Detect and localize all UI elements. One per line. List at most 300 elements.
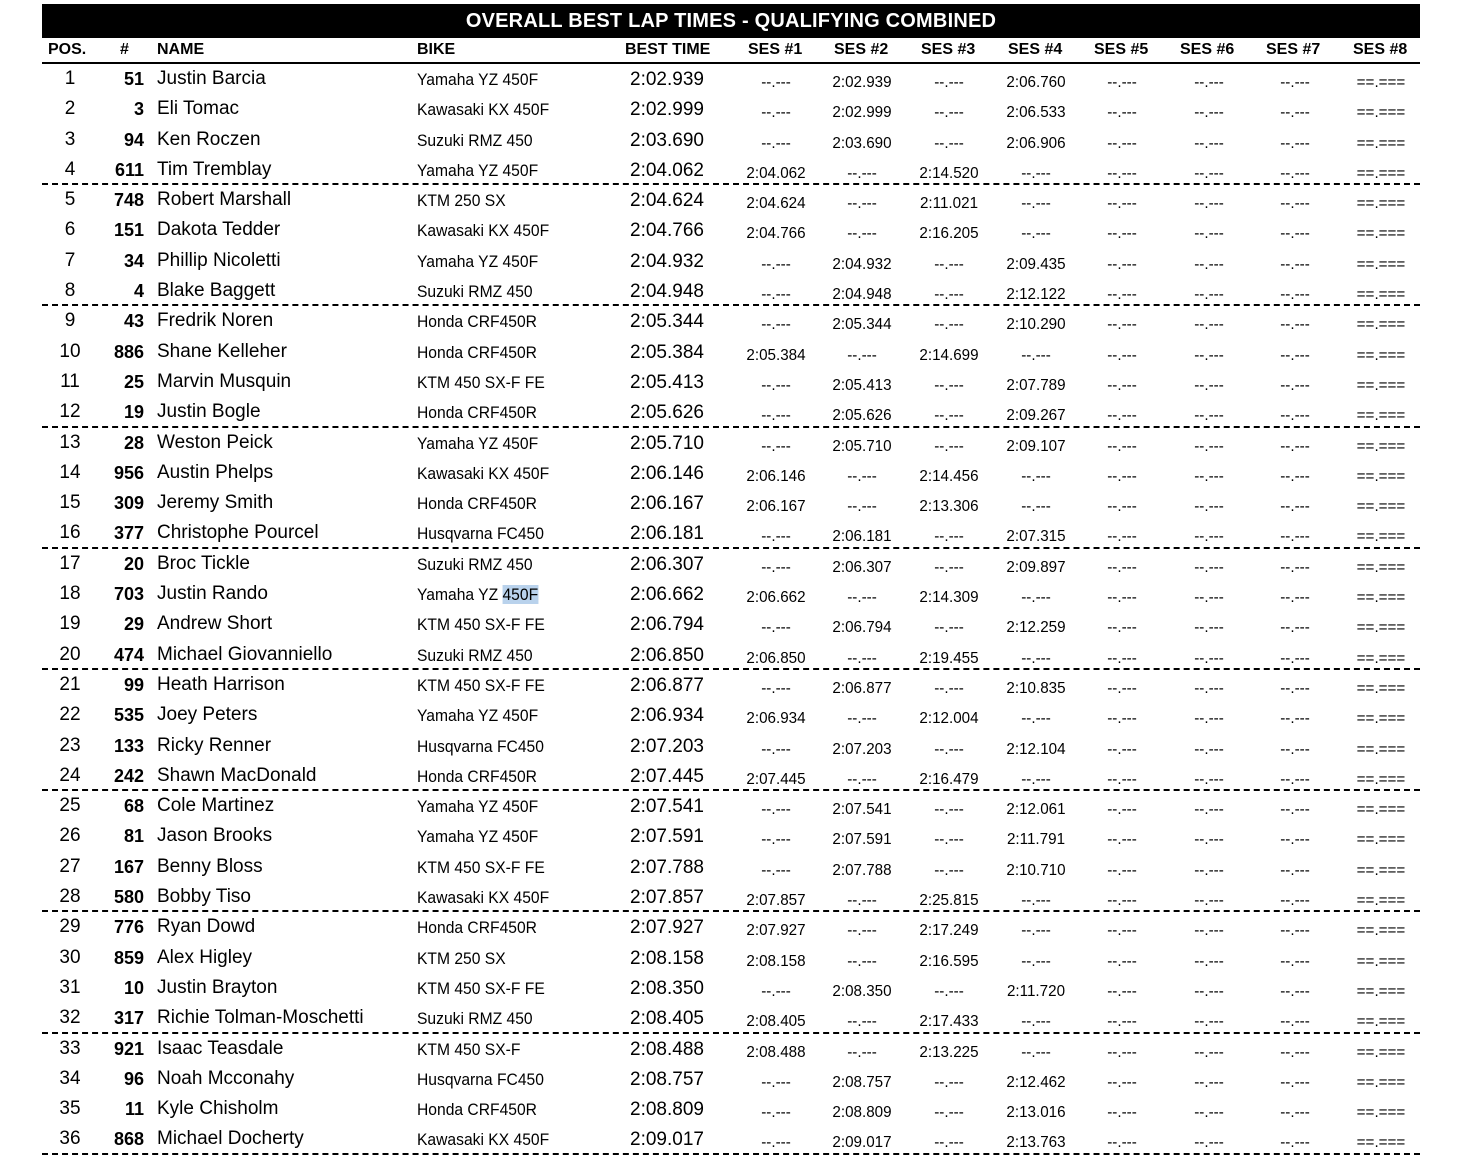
position-cell: 1: [64, 68, 76, 89]
ses-8-cell: ==.===: [1356, 710, 1406, 728]
position-cell: 11: [60, 370, 80, 392]
ses-6-cell: --.---: [1194, 195, 1224, 213]
ses-6-cell: --.---: [1194, 164, 1224, 182]
rider-number-cell: 859: [113, 947, 144, 968]
ses-3-cell: 2:16.595: [919, 952, 979, 970]
rider-number-cell: 34: [123, 250, 144, 271]
ses-3-cell: 2:14.309: [919, 589, 979, 607]
ses-4-cell: 2:12.462: [1006, 1073, 1066, 1091]
table-row: [42, 791, 1420, 821]
position-cell: 18: [59, 583, 81, 605]
position-cell: 24: [59, 764, 81, 786]
rider-number-cell: 535: [113, 705, 144, 726]
ses-5-cell: --.---: [1107, 710, 1137, 728]
table-row: [42, 579, 1420, 609]
ses-1-cell: --.---: [761, 558, 791, 576]
ses-5-cell: --.---: [1107, 649, 1137, 667]
table-row: [42, 821, 1420, 851]
col-header-ses-6: SES #6: [1180, 41, 1235, 58]
ses-6-cell: --.---: [1194, 1073, 1224, 1091]
bike-cell: [417, 100, 549, 120]
ses-1-cell: --.---: [761, 528, 791, 546]
ses-4-cell: 2:12.122: [1006, 286, 1066, 304]
ses-1-cell: 2:08.488: [746, 1043, 806, 1061]
ses-7-cell: --.---: [1280, 619, 1310, 637]
ses-8-cell: ==.===: [1356, 952, 1406, 970]
ses-4-cell: --.---: [1021, 225, 1051, 243]
ses-2-cell: 2:04.932: [832, 255, 892, 273]
bike-cell: [417, 737, 544, 757]
bike-cell: [417, 312, 537, 332]
rider-name-cell: Joey Peters: [157, 704, 258, 726]
rider-number-cell: 611: [114, 159, 144, 180]
table-row: [42, 882, 1420, 912]
bike-text: Honda CRF450R: [417, 918, 537, 938]
bike-text: Yamaha YZ 450F: [417, 70, 539, 89]
bike-text: Honda CRF450R: [417, 1100, 537, 1120]
rider-name-cell: Benny Bloss: [157, 855, 263, 877]
table-row: [42, 458, 1420, 488]
ses-8-cell: ==.===: [1356, 831, 1406, 849]
ses-4-cell: 2:13.016: [1006, 1104, 1066, 1122]
position-cell: 20: [59, 643, 81, 665]
ses-8-cell: ==.===: [1356, 467, 1406, 485]
ses-5-cell: --.---: [1107, 437, 1137, 455]
bike-cell: [417, 615, 545, 635]
rider-number-cell: 474: [113, 644, 144, 665]
ses-3-cell: 2:16.479: [919, 770, 979, 788]
ses-1-cell: 2:07.927: [746, 922, 806, 940]
col-header-ses-1: SES #1: [748, 41, 803, 58]
ses-2-cell: 2:08.350: [832, 982, 892, 1000]
ses-8-cell: ==.===: [1356, 649, 1406, 667]
rider-number-cell: 703: [113, 584, 144, 605]
ses-4-cell: --.---: [1021, 195, 1051, 213]
ses-3-cell: --.---: [934, 679, 964, 697]
bike-cell: [417, 434, 538, 454]
ses-3-cell: --.---: [934, 286, 964, 304]
rider-number-cell: 956: [113, 462, 144, 483]
ses-2-cell: 2:09.017: [832, 1134, 892, 1152]
ses-3-cell: 2:11.021: [919, 195, 979, 213]
ses-8-cell: ==.===: [1356, 407, 1406, 425]
ses-6-cell: --.---: [1194, 619, 1224, 637]
bike-text: Kawasaki KX 450F: [417, 888, 550, 908]
ses-2-cell: --.---: [847, 922, 877, 940]
position-cell: 19: [59, 613, 81, 635]
ses-7-cell: --.---: [1280, 104, 1310, 122]
ses-1-cell: --.---: [761, 407, 791, 425]
ses-2-cell: 2:02.939: [832, 74, 892, 91]
best-time-cell: 2:07.541: [630, 796, 704, 818]
ses-5-cell: --.---: [1107, 1104, 1137, 1122]
position-cell: 9: [64, 310, 76, 332]
rider-number-cell: 167: [113, 856, 144, 877]
ses-7-cell: --.---: [1280, 134, 1310, 152]
ses-3-cell: --.---: [934, 316, 964, 334]
ses-7-cell: --.---: [1280, 286, 1310, 304]
ses-2-cell: 2:07.541: [832, 801, 892, 819]
ses-5-cell: --.---: [1107, 225, 1137, 243]
ses-6-cell: --.---: [1194, 134, 1224, 152]
bike-cell: [417, 1070, 544, 1090]
ses-4-cell: 2:10.710: [1006, 861, 1066, 879]
rider-number-cell: 3: [133, 99, 144, 120]
bike-cell: [417, 555, 533, 575]
best-time-cell: 2:05.626: [630, 402, 704, 424]
ses-6-cell: --.---: [1194, 740, 1224, 758]
rider-name-cell: Kyle Chisholm: [157, 1098, 279, 1120]
ses-6-cell: --.---: [1194, 892, 1224, 910]
rider-name-cell: Jeremy Smith: [157, 492, 274, 514]
bike-cell: [417, 979, 545, 999]
best-time-cell: 2:07.788: [630, 856, 704, 878]
ses-3-cell: --.---: [934, 831, 964, 849]
rider-name-cell: Phillip Nicoletti: [157, 249, 281, 271]
table-row: [42, 973, 1420, 1003]
ses-4-cell: 2:09.435: [1006, 255, 1066, 273]
bike-cell: [417, 464, 549, 484]
table-row: [42, 700, 1420, 730]
ses-6-cell: --.---: [1194, 982, 1224, 1000]
position-cell: 23: [59, 734, 81, 756]
bike-text: KTM 250 SX: [417, 948, 506, 968]
ses-5-cell: --.---: [1107, 528, 1137, 546]
table-row: [42, 1124, 1420, 1154]
ses-1-cell: 2:04.624: [746, 195, 806, 213]
ses-7-cell: --.---: [1280, 195, 1310, 213]
rider-name-cell: Shane Kelleher: [157, 340, 287, 362]
best-time-cell: 2:02.999: [630, 99, 704, 121]
ses-8-cell: ==.===: [1356, 195, 1406, 213]
ses-8-cell: ==.===: [1356, 104, 1406, 122]
bike-cell: [417, 373, 545, 393]
results-sheet: [42, 4, 1420, 1155]
ses-1-cell: --.---: [761, 376, 791, 394]
best-time-cell: 2:09.017: [630, 1129, 704, 1151]
col-header-ses-5: SES #5: [1094, 41, 1149, 58]
ses-5-cell: --.---: [1107, 467, 1137, 485]
position-cell: 22: [59, 704, 81, 726]
ses-1-cell: --.---: [761, 740, 791, 758]
bike-cell: [417, 70, 538, 90]
table-row: [42, 549, 1420, 579]
position-cell: 27: [59, 855, 81, 877]
ses-1-cell: --.---: [761, 286, 791, 304]
ses-7-cell: --.---: [1280, 589, 1310, 607]
ses-8-cell: ==.===: [1356, 982, 1406, 1000]
bike-text: KTM 250 SX: [417, 191, 506, 211]
ses-5-cell: --.---: [1107, 558, 1137, 576]
ses-5-cell: --.---: [1107, 195, 1137, 213]
ses-8-cell: ==.===: [1356, 255, 1406, 273]
best-time-cell: 2:06.167: [630, 493, 704, 515]
position-cell: 32: [59, 1007, 81, 1029]
ses-6-cell: --.---: [1194, 770, 1224, 788]
ses-7-cell: --.---: [1280, 740, 1310, 758]
best-time-cell: 2:08.158: [630, 947, 704, 969]
bike-cell: [417, 949, 506, 969]
bike-cell: [417, 646, 533, 666]
bike-text-selection: 450F: [502, 585, 539, 605]
ses-7-cell: --.---: [1280, 982, 1310, 1000]
ses-5-cell: --.---: [1107, 922, 1137, 940]
ses-4-cell: --.---: [1021, 346, 1051, 364]
rider-name-cell: Robert Marshall: [157, 189, 292, 211]
rider-number-cell: 377: [113, 523, 144, 544]
ses-4-cell: --.---: [1021, 164, 1051, 182]
ses-4-cell: 2:07.315: [1006, 528, 1066, 546]
col-header-ses-3: SES #3: [921, 41, 976, 58]
bike-text: Yamaha YZ 450F: [417, 251, 539, 271]
table-row: [42, 215, 1420, 245]
ses-1-cell: 2:07.857: [746, 892, 806, 910]
position-cell: 33: [59, 1037, 81, 1059]
position-cell: 13: [59, 431, 81, 453]
col-header-name: NAME: [157, 41, 205, 58]
ses-2-cell: 2:06.877: [832, 679, 892, 697]
bike-cell: [417, 767, 537, 787]
ses-6-cell: --.---: [1194, 407, 1224, 425]
ses-5-cell: --.---: [1107, 164, 1137, 182]
bike-cell: [417, 706, 538, 726]
ses-8-cell: ==.===: [1356, 801, 1406, 819]
ses-3-cell: 2:13.306: [919, 498, 979, 516]
best-time-cell: 2:08.757: [630, 1068, 704, 1090]
ses-3-cell: 2:17.433: [919, 1013, 979, 1031]
best-time-cell: 2:07.927: [630, 917, 704, 939]
col-header-ses-8: SES #8: [1353, 41, 1408, 58]
rider-name-cell: Justin Barcia: [157, 68, 266, 89]
ses-2-cell: 2:02.999: [832, 104, 892, 122]
ses-3-cell: 2:14.520: [919, 164, 979, 182]
table-row: [42, 125, 1420, 155]
ses-6-cell: --.---: [1194, 801, 1224, 819]
table-row: [42, 518, 1420, 548]
rider-number-cell: 886: [113, 341, 144, 362]
bike-text: KTM 450 SX-F FE: [417, 857, 545, 877]
ses-5-cell: --.---: [1107, 892, 1137, 910]
ses-7-cell: --.---: [1280, 831, 1310, 849]
ses-8-cell: ==.===: [1356, 286, 1406, 304]
table-row: [42, 609, 1420, 639]
rider-name-cell: Justin Rando: [157, 583, 268, 605]
ses-5-cell: --.---: [1107, 740, 1137, 758]
ses-8-cell: ==.===: [1356, 861, 1406, 879]
bike-text: KTM 450 SX-F FE: [417, 615, 545, 635]
table-row: [42, 185, 1420, 215]
ses-7-cell: --.---: [1280, 225, 1310, 243]
bike-cell: [417, 494, 537, 514]
ses-4-cell: 2:09.107: [1006, 437, 1066, 455]
best-time-cell: 2:07.591: [630, 826, 704, 848]
ses-1-cell: --.---: [761, 134, 791, 152]
ses-2-cell: 2:05.344: [832, 316, 892, 334]
ses-1-cell: --.---: [761, 437, 791, 455]
ses-1-cell: 2:04.766: [746, 225, 806, 243]
ses-1-cell: 2:05.384: [746, 346, 806, 364]
ses-2-cell: 2:07.788: [832, 861, 892, 879]
position-cell: 10: [59, 340, 81, 362]
bike-cell: [417, 797, 538, 817]
table-row: [42, 488, 1420, 518]
rider-number-cell: 242: [113, 765, 144, 786]
ses-3-cell: 2:17.249: [919, 922, 979, 940]
ses-7-cell: --.---: [1280, 1104, 1310, 1122]
ses-7-cell: --.---: [1280, 407, 1310, 425]
ses-5-cell: --.---: [1107, 104, 1137, 122]
table-row: [42, 1034, 1420, 1064]
bike-cell: [417, 161, 538, 181]
bike-text: Kawasaki KX 450F: [417, 100, 550, 120]
best-time-cell: 2:05.384: [630, 341, 704, 363]
bike-text: Suzuki RMZ 450: [417, 1009, 533, 1029]
ses-6-cell: --.---: [1194, 1134, 1224, 1152]
rider-name-cell: Ryan Dowd: [157, 916, 256, 938]
rider-number-cell: 10: [123, 977, 144, 998]
position-cell: 36: [59, 1128, 81, 1150]
ses-3-cell: 2:13.225: [919, 1043, 979, 1061]
ses-4-cell: 2:06.906: [1006, 134, 1066, 152]
best-time-cell: 2:08.488: [630, 1038, 704, 1060]
ses-6-cell: --.---: [1194, 861, 1224, 879]
rider-number-cell: 25: [123, 371, 144, 392]
best-time-cell: 2:07.203: [630, 735, 704, 757]
ses-4-cell: --.---: [1021, 952, 1051, 970]
best-time-cell: 2:04.932: [630, 250, 704, 272]
rider-name-cell: Tim Tremblay: [157, 158, 272, 180]
ses-4-cell: 2:09.267: [1006, 407, 1066, 425]
ses-5-cell: --.---: [1107, 376, 1137, 394]
ses-3-cell: 2:25.815: [919, 892, 979, 910]
rider-name-cell: Andrew Short: [157, 613, 273, 635]
ses-3-cell: 2:19.455: [919, 649, 979, 667]
table-row: [42, 640, 1420, 670]
ses-1-cell: 2:06.167: [746, 498, 806, 516]
rider-name-cell: Justin Brayton: [157, 976, 278, 998]
bike-cell: [417, 403, 537, 423]
bike-text: Honda CRF450R: [417, 494, 537, 514]
ses-5-cell: --.---: [1107, 952, 1137, 970]
best-time-cell: 2:06.307: [630, 553, 704, 575]
ses-3-cell: --.---: [934, 407, 964, 425]
col-header-best-time: BEST TIME: [625, 41, 711, 58]
ses-5-cell: --.---: [1107, 1043, 1137, 1061]
ses-5-cell: --.---: [1107, 1073, 1137, 1091]
rider-number-cell: 868: [113, 1129, 144, 1150]
ses-4-cell: 2:11.791: [1006, 831, 1066, 849]
bike-text: Yamaha YZ: [417, 585, 503, 605]
col-header-number: #: [120, 41, 129, 58]
bike-text: Suzuki RMZ 450: [417, 130, 533, 150]
ses-2-cell: 2:08.757: [832, 1073, 892, 1091]
ses-7-cell: --.---: [1280, 710, 1310, 728]
ses-6-cell: --.---: [1194, 1043, 1224, 1061]
ses-1-cell: --.---: [761, 74, 791, 91]
ses-6-cell: --.---: [1194, 286, 1224, 304]
ses-2-cell: --.---: [847, 195, 877, 213]
ses-7-cell: --.---: [1280, 376, 1310, 394]
ses-3-cell: --.---: [934, 134, 964, 152]
ses-2-cell: --.---: [847, 892, 877, 910]
ses-8-cell: ==.===: [1356, 1013, 1406, 1031]
ses-5-cell: --.---: [1107, 1134, 1137, 1152]
rider-number-cell: 68: [123, 796, 144, 817]
rider-name-cell: Austin Phelps: [157, 461, 274, 483]
table-row: [42, 731, 1420, 761]
ses-4-cell: 2:12.061: [1006, 801, 1066, 819]
ses-7-cell: --.---: [1280, 1043, 1310, 1061]
ses-6-cell: --.---: [1194, 922, 1224, 940]
rider-name-cell: Christophe Pourcel: [157, 522, 319, 544]
bike-cell: [417, 282, 533, 302]
table-row: [42, 397, 1420, 427]
ses-1-cell: --.---: [761, 619, 791, 637]
ses-8-cell: ==.===: [1356, 376, 1406, 394]
ses-3-cell: --.---: [934, 437, 964, 455]
bike-text: Yamaha YZ 450F: [417, 797, 539, 817]
ses-1-cell: 2:07.445: [746, 770, 806, 788]
ses-5-cell: --.---: [1107, 982, 1137, 1000]
bike-cell: [417, 1040, 520, 1060]
ses-7-cell: --.---: [1280, 1134, 1310, 1152]
ses-3-cell: --.---: [934, 1073, 964, 1091]
ses-8-cell: ==.===: [1356, 558, 1406, 576]
ses-3-cell: --.---: [934, 558, 964, 576]
bike-text: Kawasaki KX 450F: [417, 1130, 550, 1150]
best-time-cell: 2:06.877: [630, 674, 704, 696]
ses-3-cell: --.---: [934, 104, 964, 122]
ses-7-cell: --.---: [1280, 861, 1310, 879]
position-cell: 17: [59, 552, 81, 574]
ses-3-cell: --.---: [934, 619, 964, 637]
ses-8-cell: ==.===: [1356, 346, 1406, 364]
ses-5-cell: --.---: [1107, 801, 1137, 819]
position-cell: 5: [64, 189, 76, 211]
best-time-cell: 2:06.934: [630, 705, 704, 727]
rider-number-cell: 309: [113, 493, 144, 514]
ses-1-cell: 2:08.405: [746, 1013, 806, 1031]
table-row: [42, 276, 1420, 306]
position-cell: 31: [59, 976, 81, 998]
bike-text: Honda CRF450R: [417, 766, 537, 786]
ses-1-cell: --.---: [761, 982, 791, 1000]
ses-4-cell: 2:12.104: [1006, 740, 1066, 758]
ses-6-cell: --.---: [1194, 528, 1224, 546]
position-cell: 3: [64, 128, 76, 150]
ses-8-cell: ==.===: [1356, 1073, 1406, 1091]
ses-7-cell: --.---: [1280, 801, 1310, 819]
ses-2-cell: 2:08.809: [832, 1104, 892, 1122]
ses-6-cell: --.---: [1194, 346, 1224, 364]
rider-number-cell: 921: [113, 1038, 144, 1059]
ses-4-cell: --.---: [1021, 1043, 1051, 1061]
ses-1-cell: --.---: [761, 104, 791, 122]
position-cell: 2: [64, 98, 76, 120]
ses-1-cell: --.---: [761, 801, 791, 819]
ses-3-cell: 2:14.699: [919, 346, 979, 364]
ses-6-cell: --.---: [1194, 376, 1224, 394]
ses-5-cell: --.---: [1107, 589, 1137, 607]
rider-name-cell: Bobby Tiso: [157, 886, 251, 908]
ses-4-cell: --.---: [1021, 467, 1051, 485]
table-row: [42, 912, 1420, 942]
best-time-cell: 2:08.809: [630, 1099, 704, 1121]
ses-8-cell: ==.===: [1356, 1134, 1406, 1152]
bike-text: Kawasaki KX 450F: [417, 463, 550, 483]
ses-8-cell: ==.===: [1356, 528, 1406, 546]
ses-5-cell: --.---: [1107, 255, 1137, 273]
